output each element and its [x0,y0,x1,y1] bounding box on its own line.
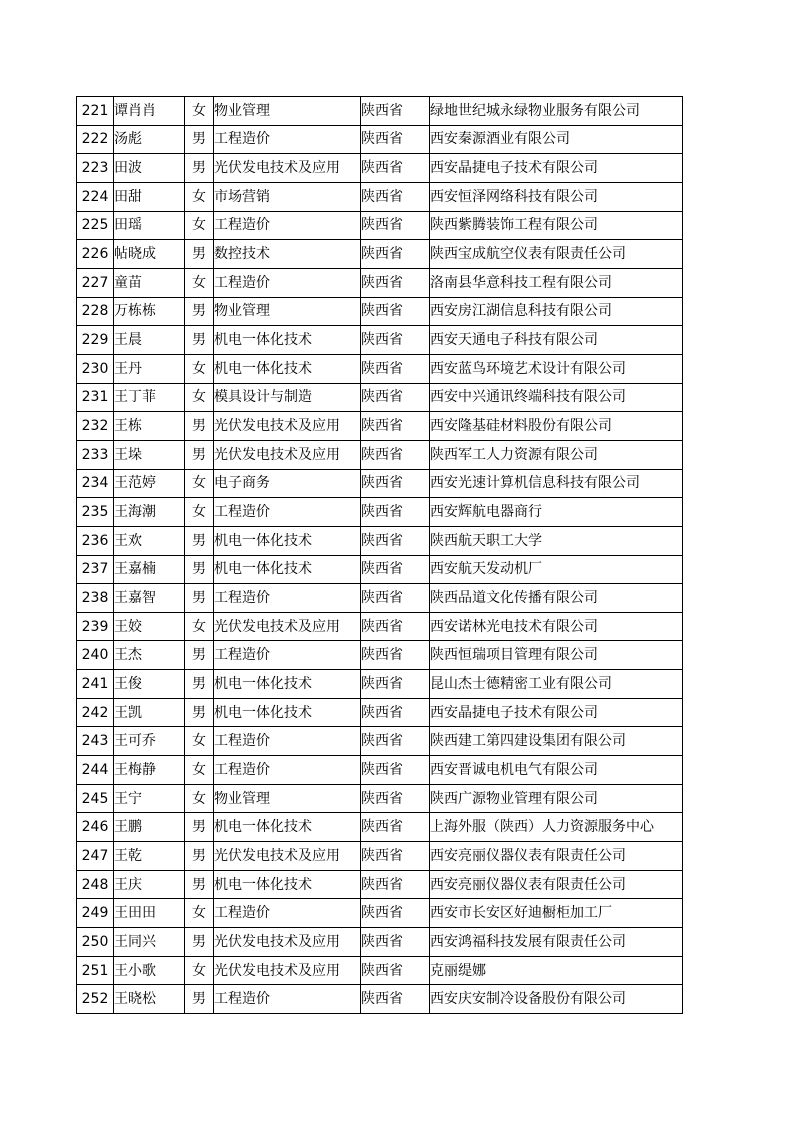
student-major: 光伏发电技术及应用 [214,440,361,469]
student-province: 陕西省 [361,584,430,613]
row-number: 249 [77,899,114,928]
student-gender: 女 [185,469,214,498]
student-major: 光伏发电技术及应用 [214,412,361,441]
employer-name: 西安晶捷电子技术有限公司 [430,154,683,183]
employer-name: 西安蓝鸟环境艺术设计有限公司 [430,354,683,383]
student-province: 陕西省 [361,211,430,240]
row-number: 242 [77,698,114,727]
student-name: 王可乔 [114,727,185,756]
student-province: 陕西省 [361,956,430,985]
student-province: 陕西省 [361,612,430,641]
student-province: 陕西省 [361,698,430,727]
table-row [77,240,683,269]
student-major: 光伏发电技术及应用 [214,928,361,957]
table-row [77,154,683,183]
student-province: 陕西省 [361,498,430,527]
table-row [77,498,683,527]
student-name: 王海潮 [114,498,185,527]
employer-name: 陕西恒瑞项目管理有限公司 [430,641,683,670]
student-major: 工程造价 [214,268,361,297]
row-number: 241 [77,670,114,699]
student-gender: 女 [185,612,214,641]
student-major: 工程造价 [214,641,361,670]
student-name: 王梅静 [114,756,185,785]
table-row [77,97,683,126]
employer-name: 昆山杰士德精密工业有限公司 [430,670,683,699]
employer-name: 陕西宝成航空仪表有限责任公司 [430,240,683,269]
student-gender: 男 [185,870,214,899]
table-row [77,813,683,842]
student-major: 工程造价 [214,727,361,756]
student-name: 王范婷 [114,469,185,498]
student-province: 陕西省 [361,354,430,383]
student-province: 陕西省 [361,784,430,813]
student-major: 物业管理 [214,97,361,126]
row-number: 229 [77,326,114,355]
student-name: 王丁菲 [114,383,185,412]
student-province: 陕西省 [361,555,430,584]
student-gender: 男 [185,928,214,957]
student-major: 物业管理 [214,297,361,326]
row-number: 227 [77,268,114,297]
student-name: 帖晓成 [114,240,185,269]
row-number: 244 [77,756,114,785]
student-province: 陕西省 [361,813,430,842]
table-row [77,956,683,985]
student-gender: 女 [185,211,214,240]
employer-name: 西安航天发动机厂 [430,555,683,584]
student-name: 谭肖肖 [114,97,185,126]
student-gender: 女 [185,727,214,756]
student-name: 童苗 [114,268,185,297]
row-number: 248 [77,870,114,899]
row-number: 238 [77,584,114,613]
employer-name: 西安诺林光电技术有限公司 [430,612,683,641]
row-number: 226 [77,240,114,269]
row-number: 221 [77,97,114,126]
student-province: 陕西省 [361,641,430,670]
row-number: 236 [77,526,114,555]
employer-name: 陕西军工人力资源有限公司 [430,440,683,469]
student-gender: 男 [185,326,214,355]
row-number: 246 [77,813,114,842]
student-major: 工程造价 [214,498,361,527]
employer-name: 西安中兴通讯终端科技有限公司 [430,383,683,412]
row-number: 224 [77,182,114,211]
student-province: 陕西省 [361,870,430,899]
student-major: 光伏发电技术及应用 [214,612,361,641]
student-province: 陕西省 [361,526,430,555]
row-number: 222 [77,125,114,154]
student-province: 陕西省 [361,842,430,871]
row-number: 235 [77,498,114,527]
student-name: 王嘉楠 [114,555,185,584]
student-name: 王小歌 [114,956,185,985]
student-major: 市场营销 [214,182,361,211]
table-row [77,928,683,957]
table-row [77,125,683,154]
student-gender: 男 [185,412,214,441]
student-major: 机电一体化技术 [214,813,361,842]
student-major: 机电一体化技术 [214,870,361,899]
student-name: 王乾 [114,842,185,871]
employment-roster-table [76,96,683,1014]
row-number: 223 [77,154,114,183]
table-row [77,526,683,555]
student-province: 陕西省 [361,899,430,928]
student-major: 机电一体化技术 [214,326,361,355]
table-row [77,612,683,641]
student-gender: 女 [185,956,214,985]
student-province: 陕西省 [361,297,430,326]
student-gender: 女 [185,899,214,928]
employer-name: 西安天通电子科技有限公司 [430,326,683,355]
student-name: 田波 [114,154,185,183]
roster-body [77,97,683,1014]
student-major: 机电一体化技术 [214,555,361,584]
row-number: 240 [77,641,114,670]
table-row [77,584,683,613]
table-row [77,326,683,355]
student-province: 陕西省 [361,756,430,785]
employer-name: 陕西紫腾装饰工程有限公司 [430,211,683,240]
row-number: 251 [77,956,114,985]
student-major: 电子商务 [214,469,361,498]
student-province: 陕西省 [361,383,430,412]
student-major: 机电一体化技术 [214,698,361,727]
student-name: 田瑶 [114,211,185,240]
student-major: 机电一体化技术 [214,526,361,555]
student-name: 王杰 [114,641,185,670]
row-number: 232 [77,412,114,441]
table-row [77,842,683,871]
student-gender: 男 [185,670,214,699]
employer-name: 西安晶捷电子技术有限公司 [430,698,683,727]
student-name: 王欢 [114,526,185,555]
student-province: 陕西省 [361,240,430,269]
student-name: 田甜 [114,182,185,211]
student-gender: 女 [185,97,214,126]
student-gender: 女 [185,784,214,813]
student-major: 工程造价 [214,899,361,928]
table-row [77,354,683,383]
table-row [77,555,683,584]
table-row [77,412,683,441]
student-province: 陕西省 [361,440,430,469]
student-gender: 男 [185,698,214,727]
student-province: 陕西省 [361,412,430,441]
student-major: 工程造价 [214,211,361,240]
student-name: 王垛 [114,440,185,469]
employer-name: 陕西广源物业管理有限公司 [430,784,683,813]
student-name: 王田田 [114,899,185,928]
employer-name: 西安亮丽仪器仪表有限责任公司 [430,842,683,871]
student-gender: 女 [185,756,214,785]
student-gender: 男 [185,985,214,1014]
table-row [77,727,683,756]
student-major: 机电一体化技术 [214,670,361,699]
employer-name: 上海外服（陕西）人力资源服务中心 [430,813,683,842]
row-number: 245 [77,784,114,813]
student-name: 王鹏 [114,813,185,842]
employer-name: 西安秦源酒业有限公司 [430,125,683,154]
student-gender: 男 [185,584,214,613]
table-row [77,670,683,699]
table-row [77,211,683,240]
student-major: 光伏发电技术及应用 [214,154,361,183]
student-name: 王晨 [114,326,185,355]
employer-name: 西安市长安区好迪橱柜加工厂 [430,899,683,928]
table-row [77,268,683,297]
student-major: 光伏发电技术及应用 [214,956,361,985]
table-row [77,641,683,670]
table-row [77,297,683,326]
student-gender: 男 [185,842,214,871]
student-major: 物业管理 [214,784,361,813]
table-row [77,698,683,727]
student-province: 陕西省 [361,154,430,183]
student-gender: 男 [185,240,214,269]
employer-name: 西安晋诚电机电气有限公司 [430,756,683,785]
student-name: 王同兴 [114,928,185,957]
student-gender: 男 [185,440,214,469]
student-gender: 女 [185,383,214,412]
student-gender: 男 [185,125,214,154]
student-gender: 女 [185,498,214,527]
table-row [77,440,683,469]
employer-name: 洛南县华意科技工程有限公司 [430,268,683,297]
student-province: 陕西省 [361,670,430,699]
table-row [77,985,683,1014]
employer-name: 西安辉航电器商行 [430,498,683,527]
student-province: 陕西省 [361,326,430,355]
student-gender: 女 [185,268,214,297]
student-major: 机电一体化技术 [214,354,361,383]
student-province: 陕西省 [361,268,430,297]
row-number: 234 [77,469,114,498]
student-name: 王栋 [114,412,185,441]
student-province: 陕西省 [361,727,430,756]
employer-name: 陕西航天职工大学 [430,526,683,555]
student-name: 王嘉智 [114,584,185,613]
student-gender: 女 [185,182,214,211]
employer-name: 西安房江湖信息科技有限公司 [430,297,683,326]
student-name: 王晓松 [114,985,185,1014]
student-gender: 男 [185,555,214,584]
student-gender: 男 [185,154,214,183]
table-row [77,182,683,211]
student-province: 陕西省 [361,469,430,498]
student-name: 万栋栋 [114,297,185,326]
table-row [77,756,683,785]
employer-name: 西安庆安制冷设备股份有限公司 [430,985,683,1014]
row-number: 239 [77,612,114,641]
row-number: 233 [77,440,114,469]
row-number: 243 [77,727,114,756]
student-gender: 男 [185,526,214,555]
employer-name: 陕西品道文化传播有限公司 [430,584,683,613]
employer-name: 西安光速计算机信息科技有限公司 [430,469,683,498]
student-name: 王宁 [114,784,185,813]
student-province: 陕西省 [361,985,430,1014]
student-name: 王庆 [114,870,185,899]
student-province: 陕西省 [361,182,430,211]
student-major: 工程造价 [214,584,361,613]
row-number: 247 [77,842,114,871]
row-number: 231 [77,383,114,412]
student-major: 工程造价 [214,756,361,785]
student-major: 数控技术 [214,240,361,269]
table-row [77,899,683,928]
student-major: 工程造价 [214,125,361,154]
row-number: 228 [77,297,114,326]
student-major: 模具设计与制造 [214,383,361,412]
student-province: 陕西省 [361,125,430,154]
student-name: 王丹 [114,354,185,383]
student-province: 陕西省 [361,97,430,126]
row-number: 250 [77,928,114,957]
student-name: 王俊 [114,670,185,699]
student-gender: 男 [185,813,214,842]
employer-name: 西安亮丽仪器仪表有限责任公司 [430,870,683,899]
student-name: 汤彪 [114,125,185,154]
student-name: 王姣 [114,612,185,641]
row-number: 252 [77,985,114,1014]
employer-name: 西安隆基硅材料股份有限公司 [430,412,683,441]
employer-name: 西安恒泽网络科技有限公司 [430,182,683,211]
student-name: 王凯 [114,698,185,727]
table-row [77,469,683,498]
table-row [77,383,683,412]
row-number: 225 [77,211,114,240]
table-row [77,784,683,813]
student-major: 光伏发电技术及应用 [214,842,361,871]
employer-name: 绿地世纪城永绿物业服务有限公司 [430,97,683,126]
student-major: 工程造价 [214,985,361,1014]
employer-name: 克丽缇娜 [430,956,683,985]
table-row [77,870,683,899]
student-gender: 女 [185,354,214,383]
student-gender: 男 [185,297,214,326]
employer-name: 陕西建工第四建设集团有限公司 [430,727,683,756]
row-number: 230 [77,354,114,383]
row-number: 237 [77,555,114,584]
employer-name: 西安鸿福科技发展有限责任公司 [430,928,683,957]
student-gender: 男 [185,641,214,670]
student-province: 陕西省 [361,928,430,957]
